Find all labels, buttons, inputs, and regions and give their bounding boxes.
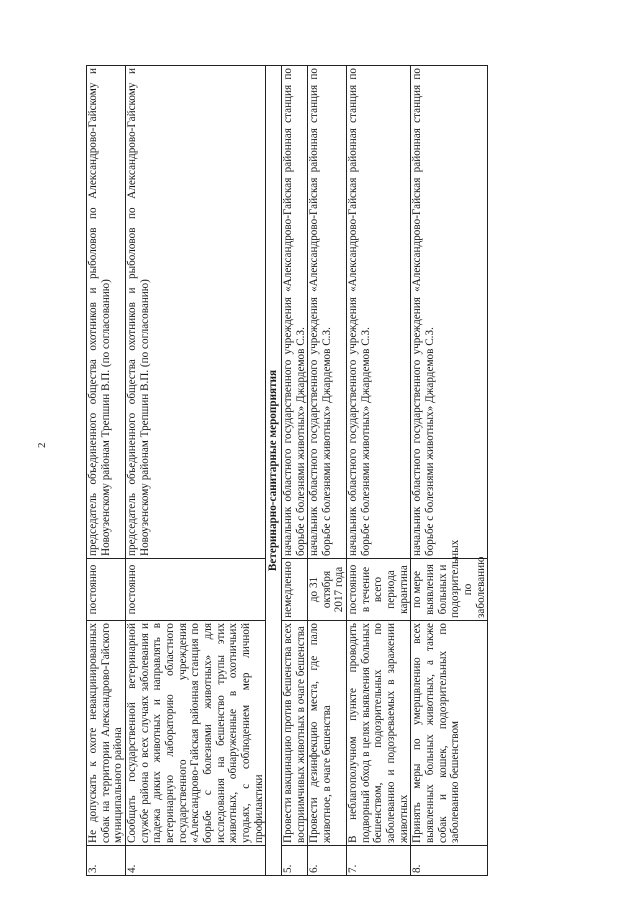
table-row (125, 66, 265, 876)
section-title: Ветеринарно-санитарные мероприятия (266, 66, 282, 876)
responsible-text: председатель объединенного общества охотников и рыболовов по Александрово-Гайскому и Новоузенскому районам Трепшин В.П. (по согласованию) (125, 66, 265, 559)
measure-text: В неблагополучном пункте проводить подворный обход в целях выявления больных бешенством, подозрительных по заболеванию и подозреваемых в заражении животных (347, 621, 411, 846)
measure-text: Сообщать государственной ветеринарной службе района о всех случаях заболевания и падежа диких животных и направлять в ветеринарную лабораторию областного государственного учреждения «Александрово-Гайская районная станция по борьбе с болезнями животных» для исследования на бешенство трупы этих животных, обнаруженные в охотничьих угодьях, с соблюдением мер личной профилактики (125, 621, 265, 846)
row-number: 3. (87, 846, 126, 876)
row-number: 8. (411, 846, 488, 876)
deadline-text: постоянно (87, 559, 126, 621)
responsible-text: начальник областного государственного учреждения «Александрово-Гайская районная станция по борьбе с болезнями животных» Джардемов С.З. (281, 66, 307, 559)
responsible-text: председатель объединенного общества охотников и рыболовов по Александрово-Гайскому и Новоузенскому районам Трепшин В.П. (по согласованию) (87, 66, 126, 559)
responsible-text: начальник областного государственного учреждения «Александрово-Гайская районная станция по борьбе с болезнями животных» Джардемов С.З. (347, 66, 411, 559)
deadline-text: до 31 октября 2017 года (308, 559, 347, 621)
measure-text: Принять меры по умерщвлению всех выявленных больных животных, а также собак и кошек, подозрительных по заболеванию бешенством (411, 621, 488, 846)
measure-text: Не допускать к охоте невакцинированных собак на территории Александрово-Гайского муниципального района (87, 621, 126, 846)
measure-text: Провести дезинфекцию места, где пало животное, в очаге бешенства (308, 621, 347, 846)
row-number: 6. (308, 846, 347, 876)
responsible-text: начальник областного государственного учреждения «Александрово-Гайская районная станция по борьбе с болезнями животных» Джардемов С.З. (411, 66, 488, 559)
table-row (347, 66, 411, 876)
section-header-row (266, 66, 282, 876)
measures-table (86, 65, 488, 876)
row-number: 4. (125, 846, 265, 876)
table-row (308, 66, 347, 876)
page-number: 2 (36, 442, 48, 448)
responsible-text: начальник областного государственного учреждения «Александрово-Гайская районная станция по борьбе с болезнями животных» Джардемов С.З. (308, 66, 347, 559)
deadline-text: постоянно (125, 559, 265, 621)
table-row (281, 66, 307, 876)
measures-table-body (87, 66, 488, 876)
table-row (411, 66, 488, 876)
deadline-text: немедленно (281, 559, 307, 621)
measure-text: Провести вакцинацию против бешенства всех восприимчивых животных в очаге бешенства (281, 621, 307, 846)
deadline-text: по мере выявления больных и подозрительных по заболеванию (411, 559, 488, 621)
table-row (87, 66, 126, 876)
row-number: 5. (281, 846, 307, 876)
rotated-table-container (86, 66, 556, 876)
row-number: 7. (347, 846, 411, 876)
deadline-text: постоянно в течение всего периода карантина (347, 559, 411, 621)
